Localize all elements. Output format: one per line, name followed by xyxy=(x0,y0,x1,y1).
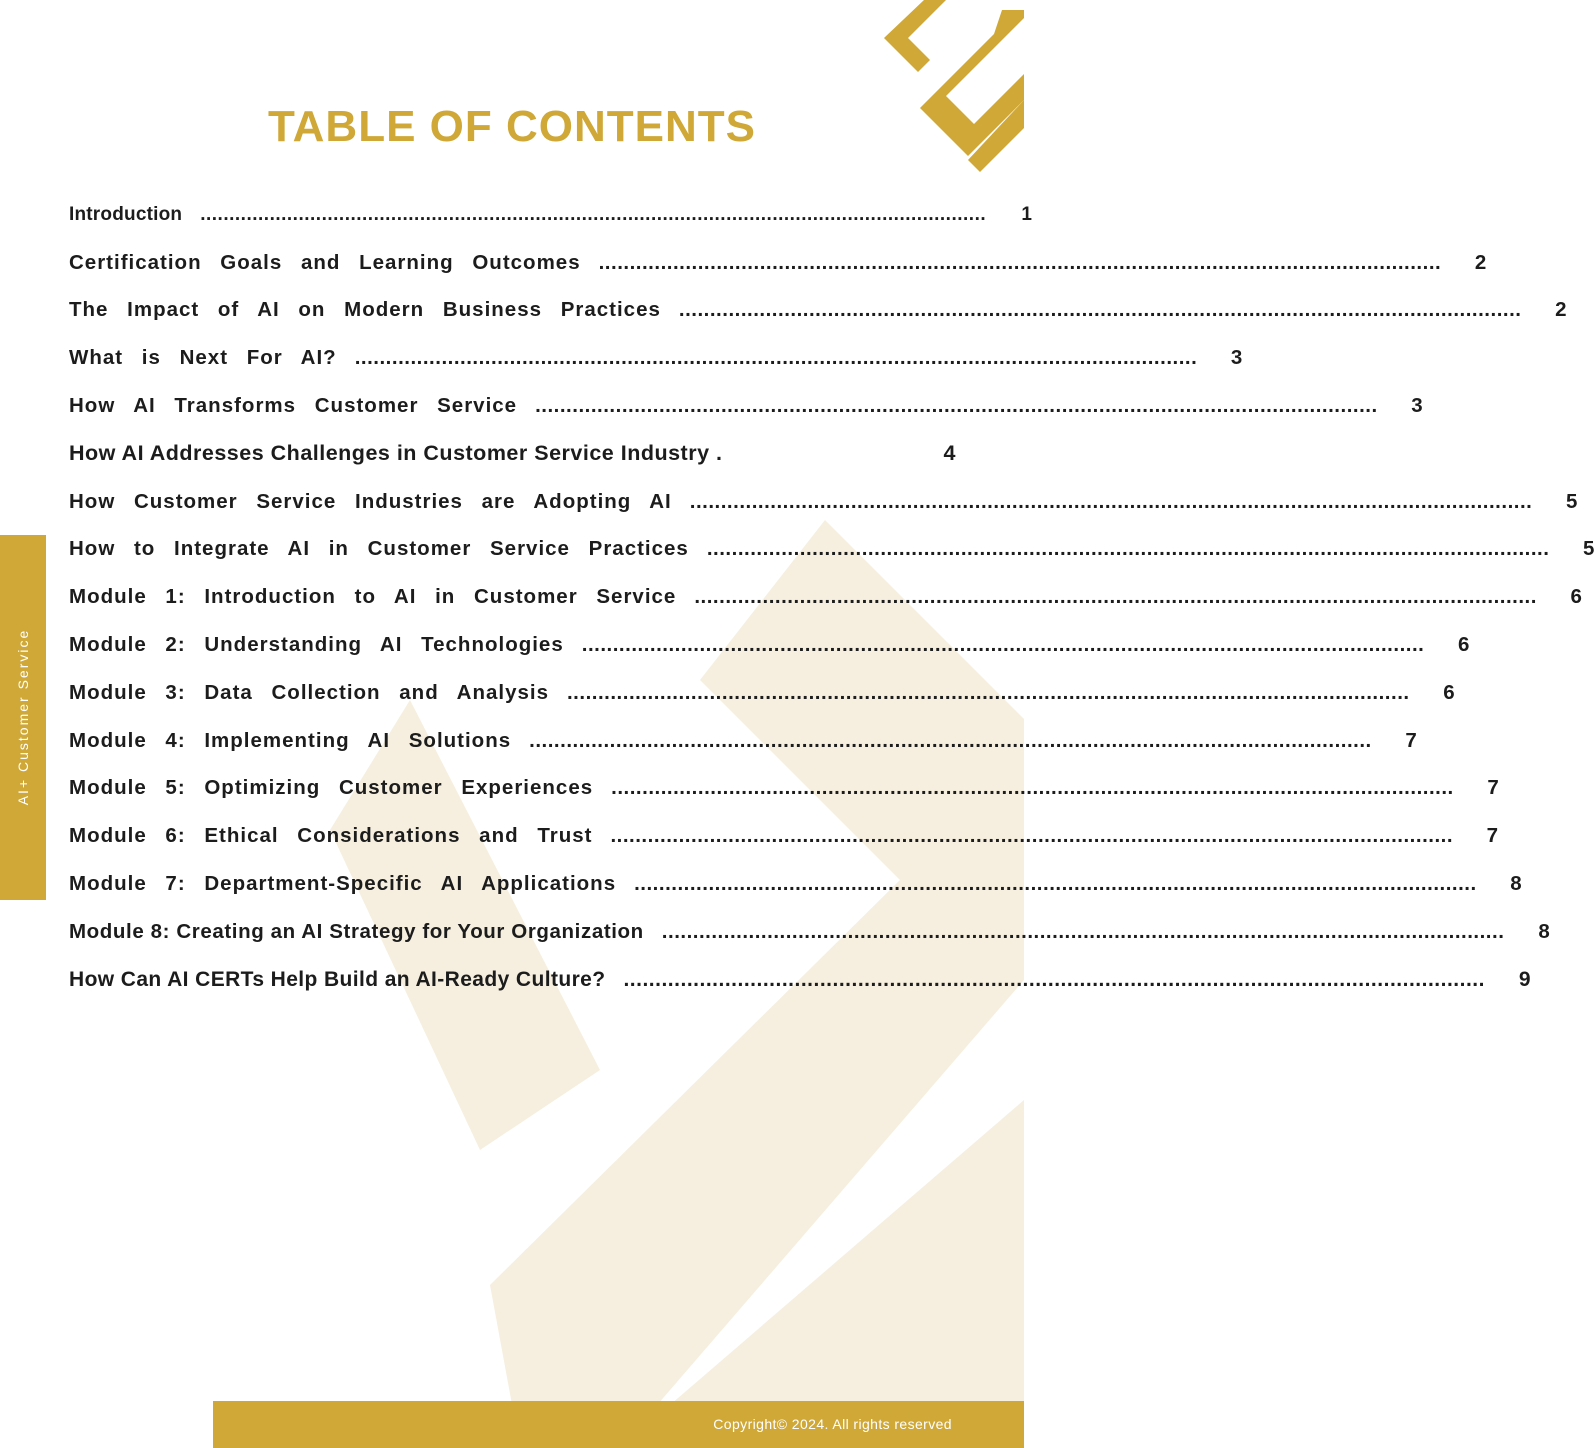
footer-bar xyxy=(213,1401,1024,1448)
toc-entry-title: The Impact of AI on Modern Business Practices xyxy=(69,298,661,322)
toc-page-number: 2 xyxy=(1555,298,1568,322)
toc-dot-leader: ........................................................................................................................................ xyxy=(678,298,1522,322)
toc-entry[interactable] xyxy=(69,334,1244,382)
toc-entry-title: How AI Transforms Customer Service xyxy=(69,394,518,418)
toc-dot-leader: ........................................................................................................................................ xyxy=(354,346,1198,370)
toc-entry-title: Module 4: Implementing AI Solutions xyxy=(69,728,512,752)
toc-entry[interactable] xyxy=(69,430,956,478)
toc-entry-title: Module 5: Optimizing Customer Experiences xyxy=(69,776,594,800)
corner-logo-icon xyxy=(884,0,1024,180)
toc-page-number: 7 xyxy=(1405,728,1418,752)
toc-entry[interactable] xyxy=(69,621,1471,669)
toc-page-number: 5 xyxy=(1565,489,1579,513)
toc-dot-leader: ........................................................................................................................................ xyxy=(610,824,1454,848)
toc-page-number: 2 xyxy=(1474,250,1488,274)
toc-entry-title: How to Integrate AI in Customer Service Practices xyxy=(69,537,689,561)
toc-dot-leader: ........................................................................................................................................ xyxy=(598,250,1442,274)
toc-entry[interactable] xyxy=(69,860,1523,908)
toc-entry-title: Module 8: Creating an AI Strategy for Your Organization xyxy=(69,919,644,943)
toc-dot-leader: ........................................................................................................................................ xyxy=(706,537,1550,561)
toc-page-number: 8 xyxy=(1538,919,1551,943)
toc-page-number: 4 xyxy=(943,441,956,466)
toc-page-number: 9 xyxy=(1518,967,1531,991)
toc-entry[interactable] xyxy=(69,717,1418,765)
toc-page-number: 6 xyxy=(1443,680,1456,704)
toc-dot-leader: ........................................................................................................................................ xyxy=(623,967,1485,991)
toc-entry[interactable] xyxy=(69,908,1551,956)
toc-entry-title: Module 6: Ethical Considerations and Trust xyxy=(69,824,593,848)
toc-dot-leader: ........................................................................................................................................ xyxy=(581,633,1425,657)
toc-entry[interactable] xyxy=(69,239,1488,287)
toc-entry-title: Module 2: Understanding AI Technologies xyxy=(69,633,564,657)
page-title: TABLE OF CONTENTS xyxy=(268,102,756,151)
copyright-text: Copyright© 2024. All rights reserved xyxy=(713,1416,952,1432)
toc-page-number: 7 xyxy=(1487,776,1500,800)
toc-entry[interactable] xyxy=(69,287,1568,335)
toc-dot-leader: ........................................................................................................................................ xyxy=(566,680,1410,704)
toc-dot-leader: ........................................................................................................................................ xyxy=(634,872,1477,896)
toc-dot-leader: ........................................................................................................................................ xyxy=(689,489,1533,513)
side-tab xyxy=(0,535,46,900)
toc-page-number: 8 xyxy=(1510,872,1523,896)
toc-entry[interactable] xyxy=(69,812,1500,860)
toc-entry-title: How AI Addresses Challenges in Customer Service Industry . xyxy=(69,441,723,466)
toc-dot-leader: ........................................................................................................................................ xyxy=(535,394,1378,418)
toc-dot-leader: ........................................................................................................................................ xyxy=(661,919,1505,943)
toc-page-number: 6 xyxy=(1570,585,1583,609)
toc-entry[interactable] xyxy=(69,478,1579,526)
toc-entry[interactable] xyxy=(69,573,1583,621)
toc-entry-title: How Customer Service Industries are Adopting AI xyxy=(69,489,672,513)
toc-entry[interactable] xyxy=(69,382,1424,430)
toc-entry-title: Introduction xyxy=(69,203,183,225)
toc-dot-leader: ........................................................................................................................................ xyxy=(694,585,1537,609)
toc-entry-title: How Can AI CERTs Help Build an AI-Ready Culture? xyxy=(69,967,606,991)
toc-entry-title: Certification Goals and Learning Outcomes xyxy=(69,250,581,274)
toc-entry-title: Module 1: Introduction to AI in Customer Service xyxy=(69,585,677,609)
toc-page-number: 3 xyxy=(1230,346,1244,370)
toc-entry-title: Module 3: Data Collection and Analysis xyxy=(69,680,549,704)
toc-entry[interactable] xyxy=(69,765,1500,813)
toc-page-number: 7 xyxy=(1486,824,1500,848)
toc-dot-leader: ........................................................................................................................................ xyxy=(611,776,1454,800)
toc-entry[interactable] xyxy=(69,956,1531,1004)
toc-page-number: 5 xyxy=(1583,537,1595,561)
toc-dot-leader: ........................................................................................................................................ xyxy=(529,728,1372,752)
toc-page-number: 6 xyxy=(1457,633,1471,657)
toc-entry[interactable] xyxy=(69,191,1033,239)
side-tab-label: AI+ Customer Service xyxy=(15,628,31,806)
table-of-contents xyxy=(69,191,1595,1004)
toc-dot-leader: ........................................................................................................................................ xyxy=(200,203,987,225)
toc-entry-title: What is Next For AI? xyxy=(69,346,337,370)
toc-entry[interactable] xyxy=(69,669,1456,717)
toc-page-number: 1 xyxy=(1021,203,1033,225)
toc-page-number: 3 xyxy=(1411,394,1424,418)
toc-entry-title: Module 7: Department-Specific AI Applications xyxy=(69,872,617,896)
toc-entry[interactable] xyxy=(69,526,1595,574)
